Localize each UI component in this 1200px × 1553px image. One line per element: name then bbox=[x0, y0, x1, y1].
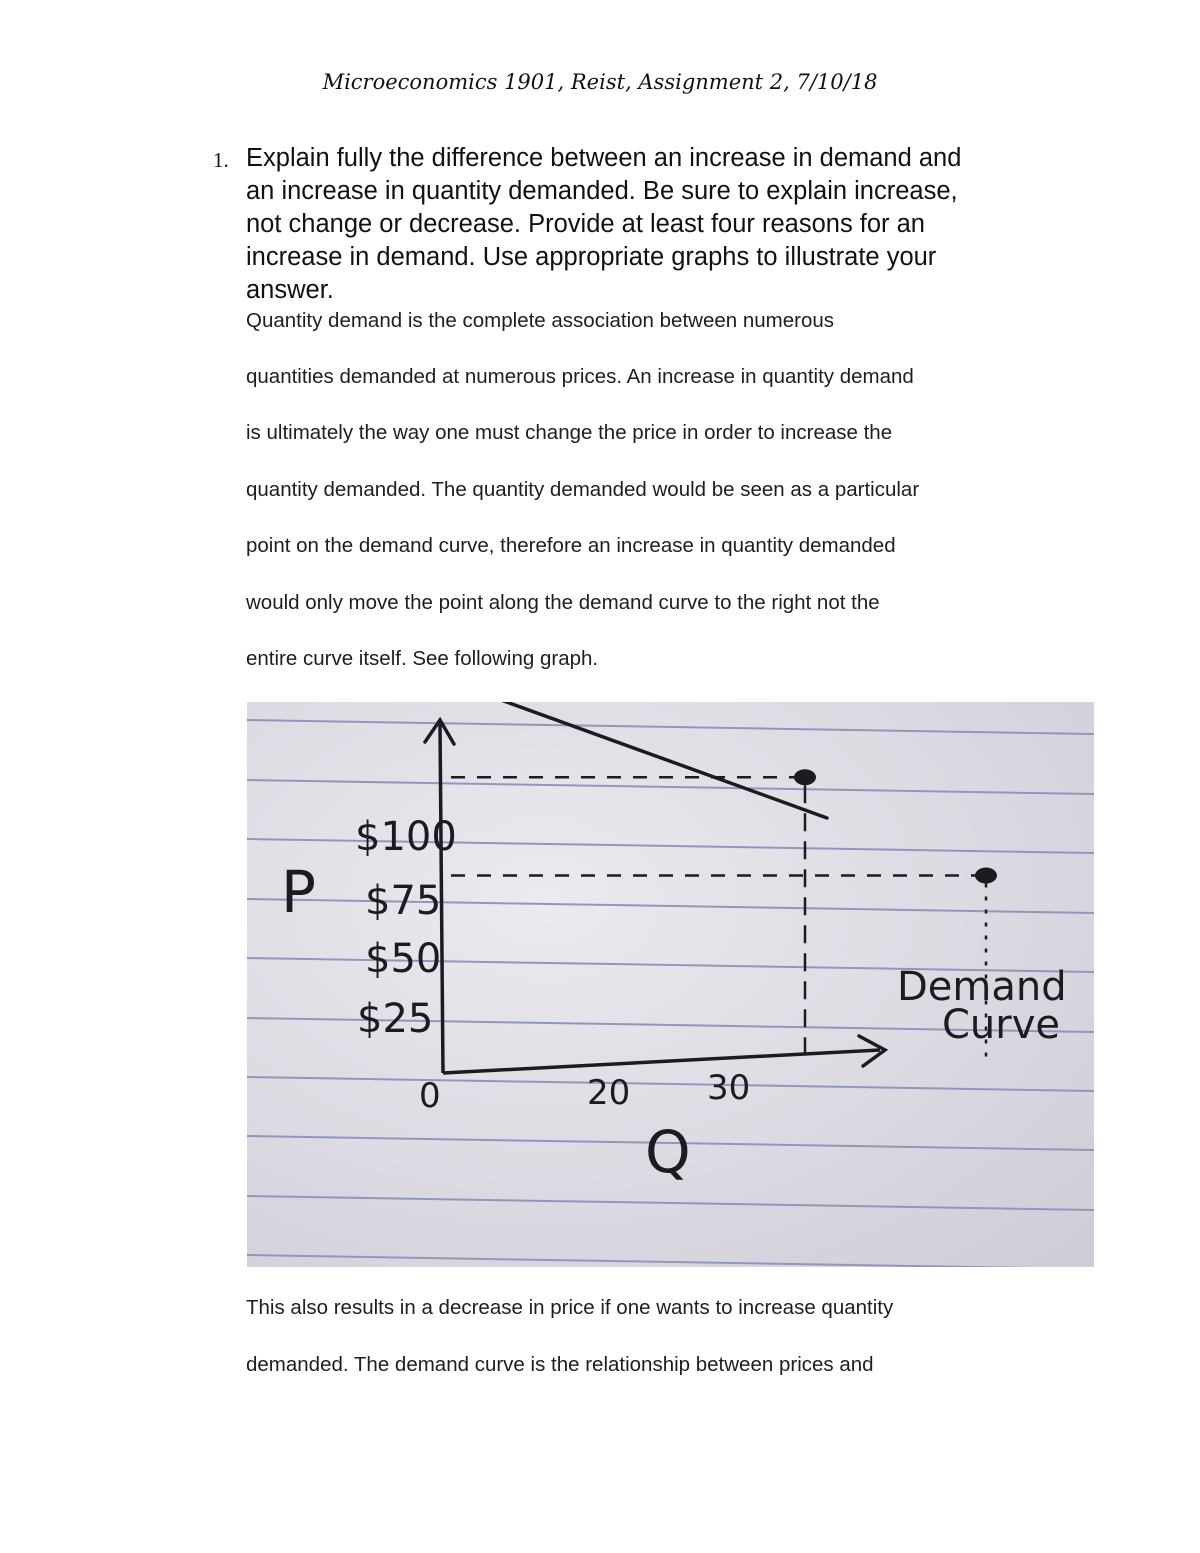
question-line: not change or decrease. Provide at least four reasons for an bbox=[246, 210, 925, 238]
question-line: increase in demand. Use appropriate graphs to illustrate your bbox=[246, 243, 937, 271]
answer-line: is ultimately the way one must change the price in order to increase the bbox=[246, 421, 893, 444]
question-text bbox=[246, 142, 1046, 307]
question-line: Explain fully the difference between an increase in demand and bbox=[246, 144, 962, 172]
quantity-tick-label: 0 bbox=[419, 1076, 441, 1116]
after-graph-line: demanded. The demand curve is the relationship between prices and bbox=[246, 1353, 874, 1376]
answer-line: quantity demanded. The quantity demanded would be seen as a particular bbox=[246, 478, 920, 501]
after-graph-line: This also results in a decrease in price if one wants to increase quantity bbox=[246, 1296, 894, 1319]
data-point bbox=[975, 868, 997, 884]
demand-curve-graph-photo bbox=[247, 702, 1094, 1267]
price-tick-label: $50 bbox=[365, 936, 442, 982]
answer-line: Quantity demand is the complete association between numerous bbox=[246, 309, 835, 332]
quantity-axis-label: Q bbox=[645, 1118, 691, 1186]
curve-label: Demand bbox=[897, 964, 1067, 1010]
answer-line: would only move the point along the demand curve to the right not the bbox=[246, 591, 880, 614]
answer-line: entire curve itself. See following graph. bbox=[246, 647, 599, 670]
quantity-tick-label: 20 bbox=[587, 1073, 631, 1113]
curve-label: Curve bbox=[942, 1002, 1061, 1048]
answer-line: quantities demanded at numerous prices. An increase in quantity demand bbox=[246, 365, 914, 388]
price-axis-label: P bbox=[281, 858, 316, 926]
price-tick-label: $100 bbox=[355, 814, 457, 860]
question-number: 1. bbox=[213, 148, 229, 172]
question-line: answer. bbox=[246, 276, 334, 304]
data-point bbox=[794, 769, 816, 785]
price-tick-label: $75 bbox=[365, 878, 442, 924]
answer-line: point on the demand curve, therefore an increase in quantity demanded bbox=[246, 534, 896, 557]
price-tick-label: $25 bbox=[357, 996, 434, 1042]
quantity-tick-label: 30 bbox=[707, 1068, 751, 1108]
demand-curve-graph bbox=[247, 702, 1094, 1267]
page-header: Microeconomics 1901, Reist, Assignment 2, 7/10/18 bbox=[322, 70, 878, 94]
question-line: an increase in quantity demanded. Be sure to explain increase, bbox=[246, 177, 958, 205]
